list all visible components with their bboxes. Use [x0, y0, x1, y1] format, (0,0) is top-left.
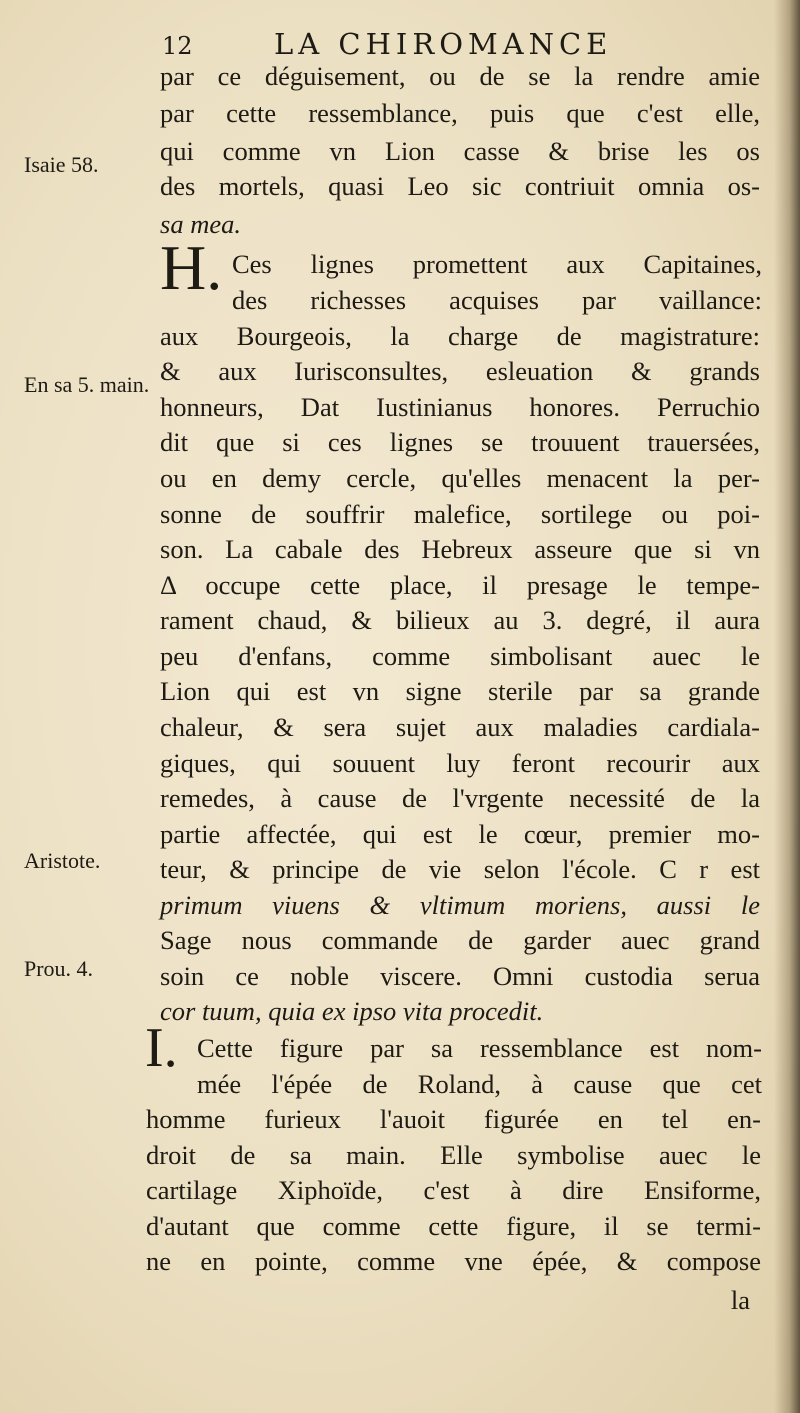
running-title: LA CHIROMANCE — [274, 27, 613, 61]
margin-note-aristotle: Aristote. — [24, 848, 101, 873]
text-line: giques, qui souuent luy feront recourir aux — [160, 748, 760, 778]
text-line: par cette ressemblance, puis que c'est elle, — [160, 98, 760, 128]
margin-note-isaiah: Isaie 58. — [24, 152, 99, 177]
text-line: sonne de souffrir malefice, sortilege ou poi- — [160, 499, 760, 529]
text-line: son. La cabale des Hebreux asseure que si vn — [160, 534, 760, 564]
text-line: dit que si ces lignes se trouuent trauersées, — [160, 427, 760, 457]
text-line: Cette figure par sa ressemblance est nom- — [197, 1033, 762, 1063]
page-number: 12 — [162, 32, 193, 60]
text-line: soin ce noble viscere. Omni custodia serua — [160, 961, 760, 991]
text-line: Lion qui est vn signe sterile par sa grande — [160, 676, 760, 706]
text-line: teur, & principe de vie selon l'école. C r est — [160, 854, 760, 884]
section-initial-h: H. — [160, 232, 223, 303]
text-line: Ces lignes promettent aux Capitaines, — [232, 249, 762, 279]
text-line: droit de sa main. Elle symbolise auec le — [146, 1140, 761, 1170]
text-line: par ce déguisement, ou de se la rendre amie — [160, 61, 760, 91]
text-run: des mortels, quasi Leo sic contriuit omnia os- — [160, 171, 760, 201]
text-line: homme furieux l'auoit figurée en tel en- — [146, 1104, 761, 1134]
text-line: d'autant que comme cette figure, il se termi- — [146, 1211, 761, 1241]
margin-note-hand: En sa 5. main. — [24, 372, 150, 397]
page-gutter-shadow — [774, 0, 800, 1413]
section-initial-i: I. — [145, 1017, 178, 1079]
text-line: rament chaud, & bilieux au 3. degré, il aura — [160, 605, 760, 635]
text-line: sa mea. — [160, 209, 241, 239]
text-line: honneurs, Dat Iustinianus honores. Perruchio — [160, 392, 760, 422]
text-line: remedes, à cause de l'vrgente necessité de la — [160, 783, 760, 813]
text-line: cartilage Xiphoïde, c'est à dire Ensiforme, — [146, 1175, 761, 1205]
margin-note-proverbs: Prou. 4. — [24, 956, 94, 981]
text-line: cor tuum, quia ex ipso vita procedit. — [160, 996, 544, 1026]
catchword: la — [730, 1285, 750, 1315]
text-line: Δ occupe cette place, il presage le tempe- — [160, 570, 760, 600]
text-line: Sage nous commande de garder auec grand — [160, 925, 760, 955]
text-line: chaleur, & sera sujet aux maladies cardiala- — [160, 712, 760, 742]
text-line: primum viuens & vltimum moriens, aussi le — [160, 890, 760, 920]
text-line — [160, 168, 760, 205]
text-line: mée l'épée de Roland, à cause que cet — [197, 1069, 762, 1099]
text-line: peu d'enfans, comme simbolisant auec le — [160, 641, 760, 671]
text-line: aux Bourgeois, la charge de magistrature: — [160, 321, 760, 351]
text-line: & aux Iurisconsultes, esleuation & grands — [160, 356, 760, 386]
text-line: partie affectée, qui est le cœur, premier mo- — [160, 819, 760, 849]
text-line: ou en demy cercle, qu'elles menacent la per- — [160, 463, 760, 493]
text-line: qui comme vn Lion casse & brise les os — [160, 136, 760, 166]
text-line: des richesses acquises par vaillance: — [232, 285, 762, 315]
text-line: ne en pointe, comme vne épée, & compose — [146, 1246, 761, 1276]
